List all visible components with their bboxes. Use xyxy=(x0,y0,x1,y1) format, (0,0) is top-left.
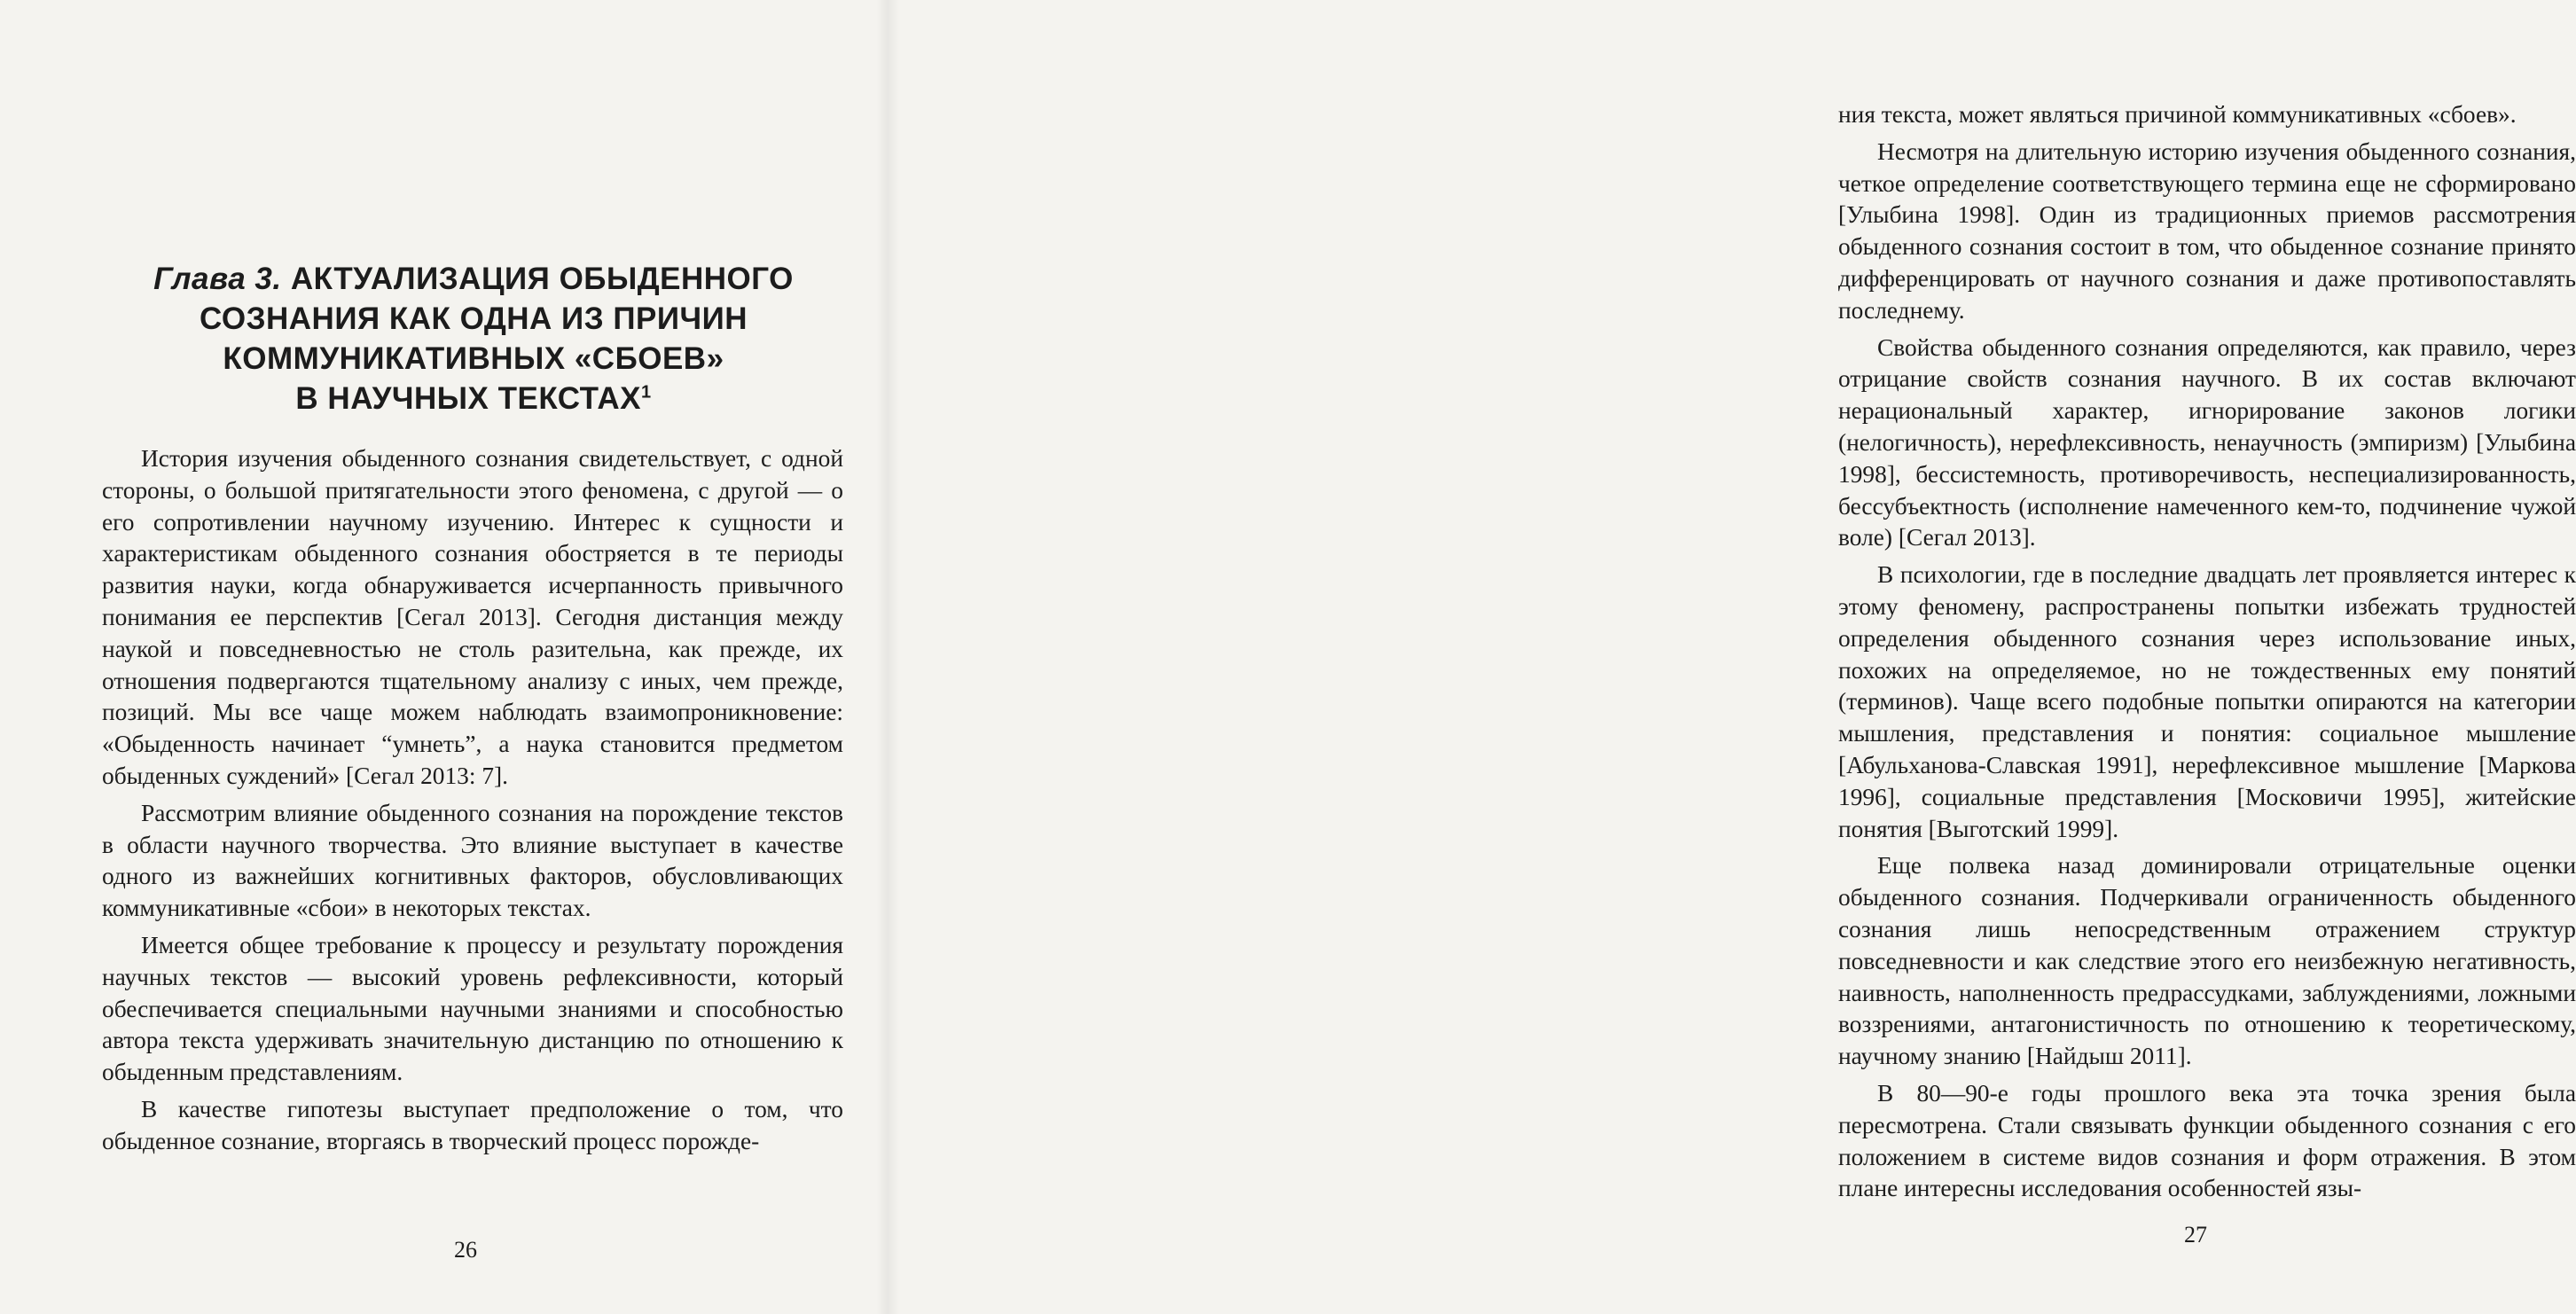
paragraph: В 80—90-е годы прошлого века эта точка зрения была пересмотрена. Стали связывать функции обыденного сознания с его положением в системе видов сознания и форм отражения. В этом плане интересны исследования особенностей язы- xyxy=(1838,1079,2576,1202)
paragraph: В психологии, где в последние двадцать лет проявляется интерес к этому феномену, распространены попытки избежать трудностей определения обыденного сознания через использование иных, похожих на определяемое, но не тождественных ему понятий (терминов). Чаще всего подобные попытки опираются на категории мышления, представления и понятия: социальное мышление [Абульханова-Славская 1991], нерефлексивное мышление [Маркова 1996], социальные представления [Московичи 1995], житейские понятия [Выготский 1999]. xyxy=(1838,561,2576,842)
right-body-text xyxy=(1838,99,2576,1210)
paragraph: История изучения обыденного сознания свидетельствует, с одной стороны, о большой притягательности этого феномена, с другой — о его сопротивлении научному изучению. Интерес к сущности и характеристикам обыденного сознания обостряется в те периоды развития науки, когда обнаруживается исчерпанность привычного понимания ее перспектив [Сегал 2013]. Сегодня дистанция между наукой и повседневностью не столь разительна, как прежде, их отношения подвергаются тщательному анализу с иных, чем прежде, позиций. Мы все чаще можем наблюдать взаимопроникновение: «Обыденность начинает “умнеть”, а наука становится предметом обыденных суждений» [Сегал 2013: 7]. xyxy=(102,445,843,789)
paragraph: Имеется общее требование к процессу и результату порождения научных текстов — высокий уровень рефлексивности, который обеспечивается специальными научными знаниями и способностью автора текста удерживать значительную дистанцию по отношению к обыденным представлениям. xyxy=(102,931,843,1086)
chapter-heading xyxy=(103,259,844,418)
heading-title-part-4: В НАУЧНЫХ ТЕКСТАХ xyxy=(295,381,641,416)
page-number: 27 xyxy=(2184,1222,2207,1248)
heading-line-4 xyxy=(103,379,844,418)
left-body-text xyxy=(102,443,843,1163)
paragraph: Рассмотрим влияние обыденного сознания на порождение текстов в области научного творчества. Это влияние выступает в качестве одного из важнейших когнитивных факторов, обусловливающих коммуникативные «сбои» в некоторых текстах. xyxy=(102,799,843,922)
heading-line-2: СОЗНАНИЯ КАК ОДНА ИЗ ПРИЧИН xyxy=(199,301,748,336)
paragraph-continuation: ния текста, может являться причиной коммуникативных «сбоев». xyxy=(1838,101,2517,128)
left-page xyxy=(0,0,887,1314)
paragraph: Несмотря на длительную историю изучения обыденного сознания, четкое определение соответствующего термина еще не сформировано [Улыбина 1998]. Один из традиционных приемов рассмотрения обыденного сознания состоит в том, что обыденное сознание принято дифференцировать от научного сознания и даже противопоставлять последнему. xyxy=(1838,137,2576,324)
paragraph: Свойства обыденного сознания определяются, как правило, через отрицание свойств сознания научного. В их состав включают нерациональный характер, игнорирование законов логики (нелогичность), нерефлексивность, ненаучность (эмпиризм) [Улыбина 1998], бессистемность, противоречивость, неспециализированность, бессубъектность (исполнение намеченного кем-то, подчинение чужой воле) [Сегал 2013]. xyxy=(1838,333,2576,551)
right-page xyxy=(887,0,2576,1314)
heading-line-3: КОММУНИКАТИВНЫХ «СБОЕВ» xyxy=(223,341,724,376)
heading-line-1 xyxy=(103,259,844,299)
heading-title-part-1: АКТУАЛИЗАЦИЯ ОБЫДЕННОГО xyxy=(290,262,794,296)
paragraph: В качестве гипотезы выступает предположение о том, что обыденное сознание, вторгаясь в творческий процесс порожде- xyxy=(102,1095,843,1154)
chapter-label: Глава 3. xyxy=(153,262,282,296)
paragraph: Еще полвека назад доминировали отрицательные оценки обыденного сознания. Подчеркивали ограниченность обыденного сознания лишь непосредственным отражением структур повседневности и как следствие этого его неизбежную негативность, наивность, наполненность предрассудками, заблуждениями, ложными воззрениями, антагонистичность по отношению к теоретическому, научному знанию [Найдыш 2011]. xyxy=(1838,852,2576,1070)
page-number: 26 xyxy=(454,1237,477,1263)
footnote-mark: 1 xyxy=(640,382,652,403)
